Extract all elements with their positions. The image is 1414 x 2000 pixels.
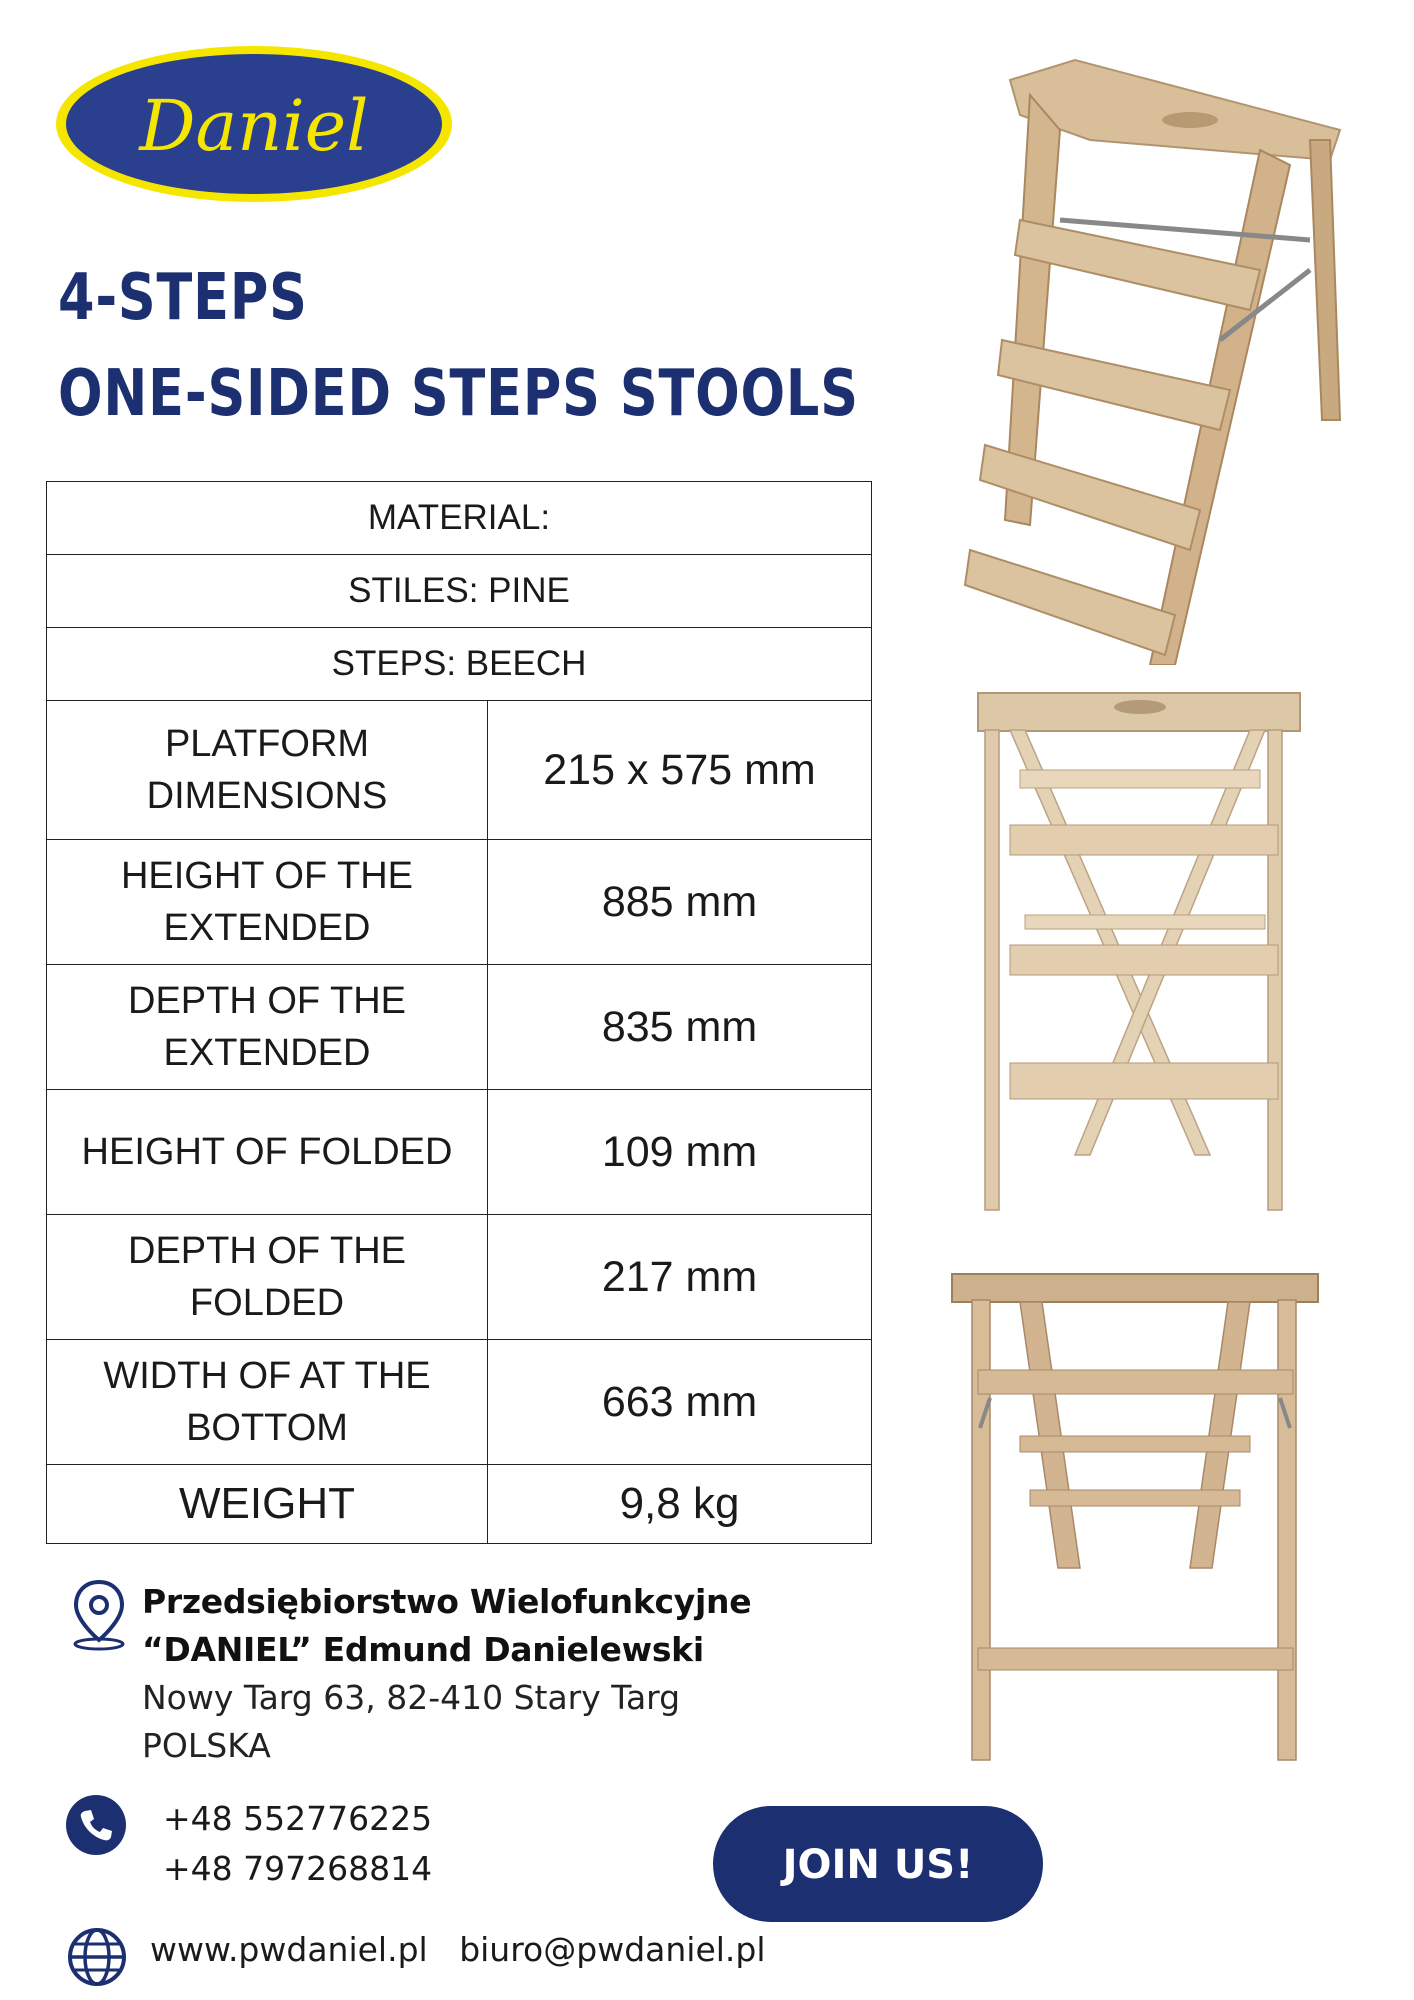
table-row	[47, 1215, 872, 1340]
spec-label: DEPTH OF THE EXTENDED	[47, 965, 488, 1090]
phone-number-2[interactable]: +48 797268814	[163, 1849, 433, 1888]
product-photo-front	[970, 685, 1310, 1215]
product-photo-back	[950, 1268, 1320, 1768]
table-row	[47, 1340, 872, 1465]
material-header: MATERIAL:	[47, 482, 872, 555]
table-row	[47, 1090, 872, 1215]
spec-value: 109 mm	[488, 1090, 872, 1215]
website-link[interactable]: www.pwdaniel.pl	[150, 1930, 428, 1969]
email-link[interactable]: biuro@pwdaniel.pl	[459, 1930, 766, 1969]
material-steps: STEPS: BEECH	[47, 628, 872, 701]
phone-list	[163, 1794, 432, 1894]
table-row	[47, 555, 872, 628]
spec-label: PLATFORM DIMENSIONS	[47, 701, 488, 840]
phone-icon	[66, 1795, 126, 1855]
globe-icon	[66, 1926, 128, 1988]
spec-label: WIDTH OF AT THE BOTTOM	[47, 1340, 488, 1465]
title-line-1: 4-STEPS	[58, 261, 308, 335]
company-country: POLSKA	[142, 1726, 271, 1765]
spec-label: HEIGHT OF FOLDED	[47, 1090, 488, 1215]
web-contact	[150, 1930, 766, 1969]
specs-table	[46, 481, 872, 1544]
company-name-line-2: “DANIEL” Edmund Danielewski	[142, 1630, 704, 1669]
spec-label: WEIGHT	[47, 1465, 488, 1544]
spec-label: DEPTH OF THE FOLDED	[47, 1215, 488, 1340]
product-photo-side	[930, 40, 1350, 665]
location-pin-icon	[70, 1578, 128, 1652]
spec-value: 215 x 575 mm	[488, 701, 872, 840]
material-stiles: STILES: PINE	[47, 555, 872, 628]
company-name-line-1: Przedsiębiorstwo Wielofunkcyjne	[142, 1582, 752, 1621]
join-us-button[interactable]: JOIN US!	[713, 1806, 1043, 1922]
spec-value: 9,8 kg	[488, 1465, 872, 1544]
table-row	[47, 1465, 872, 1544]
table-row	[47, 482, 872, 555]
spec-value: 217 mm	[488, 1215, 872, 1340]
table-row	[47, 701, 872, 840]
logo-text: Daniel	[139, 85, 369, 167]
spec-label: HEIGHT OF THE EXTENDED	[47, 840, 488, 965]
spec-value: 835 mm	[488, 965, 872, 1090]
daniel-logo	[52, 42, 456, 207]
title-line-2: ONE-SIDED STEPS STOOLS	[58, 357, 859, 431]
company-contact	[142, 1578, 751, 1770]
phone-number-1[interactable]: +48 552776225	[163, 1799, 433, 1838]
table-row	[47, 840, 872, 965]
company-address: Nowy Targ 63, 82-410 Stary Targ	[142, 1678, 681, 1717]
table-row	[47, 965, 872, 1090]
spec-value: 663 mm	[488, 1340, 872, 1465]
table-row	[47, 628, 872, 701]
spec-value: 885 mm	[488, 840, 872, 965]
